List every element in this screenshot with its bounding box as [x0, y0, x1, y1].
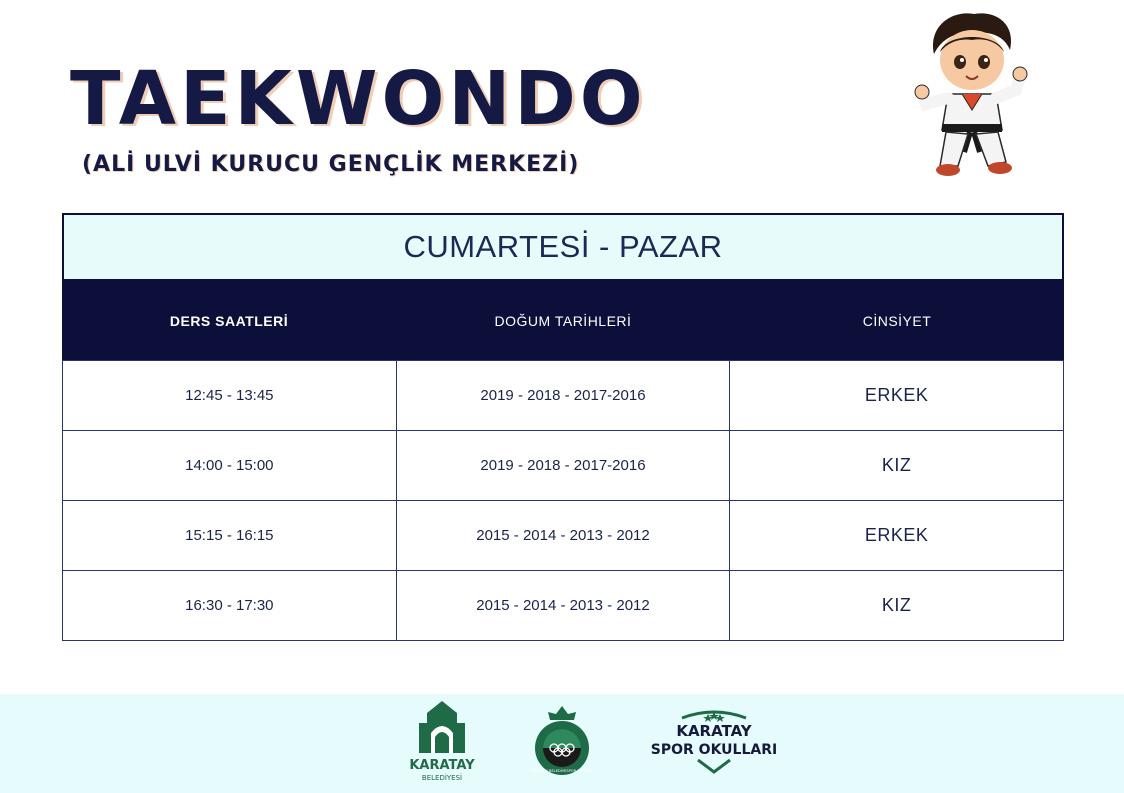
karatay-belediyespor-logo — [530, 704, 594, 776]
table-row — [63, 431, 1064, 501]
cell-years: 2015 - 2014 - 2013 - 2012 — [396, 501, 730, 571]
logo3-line2: SPOR OKULLARI — [650, 742, 778, 758]
table-row — [63, 361, 1064, 431]
page-title: TAEKWONDO — [70, 56, 647, 142]
column-header-birth-years: DOĞUM TARİHLERİ — [494, 312, 632, 329]
page-subtitle: (ALİ ULVİ KURUCU GENÇLİK MERKEZİ) — [82, 152, 580, 177]
karatay-belediyesi-logo — [405, 699, 479, 785]
table-row — [63, 501, 1064, 571]
schedule-table — [62, 360, 1064, 641]
logo1-name: KARATAY — [409, 758, 475, 773]
column-header-gender: CİNSİYET — [862, 312, 932, 329]
cell-gender: KIZ — [730, 571, 1064, 641]
cell-gender: KIZ — [730, 431, 1064, 501]
day-header: CUMARTESİ - PAZAR — [62, 213, 1064, 281]
taekwondo-kid-illustration — [912, 6, 1032, 184]
cell-years: 2015 - 2014 - 2013 - 2012 — [396, 571, 730, 641]
logo1-sub: BELEDİYESİ — [421, 774, 463, 782]
cell-time: 14:00 - 15:00 — [63, 431, 397, 501]
cell-gender: ERKEK — [730, 361, 1064, 431]
logo3-line1: KARATAY — [676, 722, 752, 740]
cell-years: 2019 - 2018 - 2017-2016 — [396, 431, 730, 501]
cell-gender: ERKEK — [730, 501, 1064, 571]
cell-time: 15:15 - 16:15 — [63, 501, 397, 571]
karatay-spor-okullari-logo — [642, 704, 786, 776]
cell-years: 2019 - 2018 - 2017-2016 — [396, 361, 730, 431]
column-header-time: DERS SAATLERİ — [169, 312, 289, 329]
cell-time: 16:30 - 17:30 — [63, 571, 397, 641]
logo2-ring-text: KARATAY BELEDİYESPOR KULÜBÜ — [532, 769, 592, 773]
cell-time: 12:45 - 13:45 — [63, 361, 397, 431]
table-row — [63, 571, 1064, 641]
table-column-headers — [62, 281, 1064, 360]
